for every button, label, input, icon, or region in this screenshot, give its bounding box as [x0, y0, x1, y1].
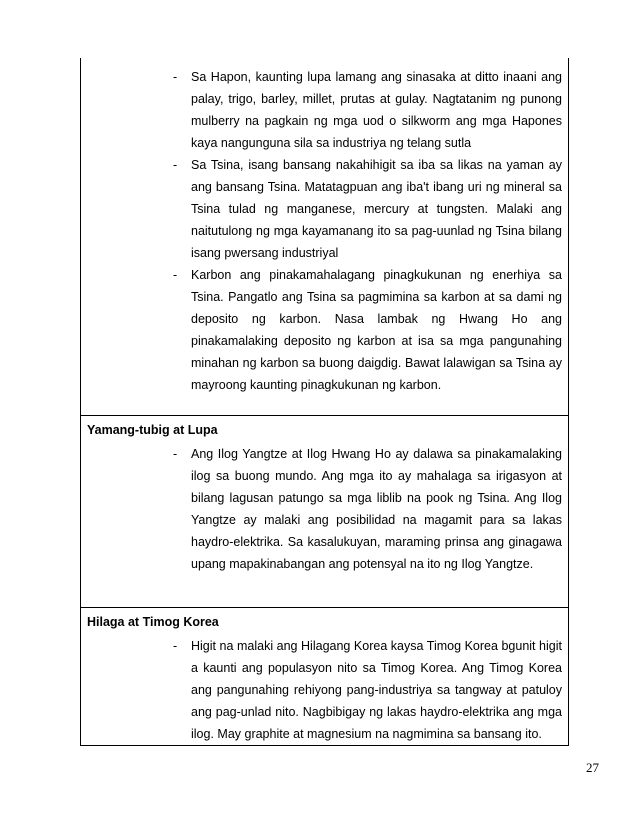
bullet-marker: -	[173, 268, 178, 282]
list-item	[81, 66, 568, 154]
section-hilaga-timog-korea	[81, 607, 568, 746]
list-item	[81, 264, 568, 392]
list-item	[81, 443, 568, 583]
list-item	[81, 154, 568, 264]
content-table	[80, 58, 569, 746]
bullet-marker: -	[173, 447, 178, 461]
bullet-text: Karbon ang pinakamahalagang pinagkukunan ng enerhiya sa Tsina. Pangatlo ang Tsina sa pagmimina sa karbon at sa dami ng deposito ng karbon. Nasa lambak ng Hwang Ho ang pinakamalaking deposito ng karbon at isa sa mga pangunahing minahan ng karbon sa buong daigdig. Bawat lalawigan sa Tsina ay mayroong kaunting pinagkukunan ng karbon.	[191, 268, 562, 392]
section-natural-resources-continued	[81, 58, 568, 392]
section-heading: Yamang-tubig at Lupa	[87, 423, 218, 437]
page-number: 27	[586, 760, 599, 775]
list-item	[81, 635, 568, 745]
bullet-text: Sa Tsina, isang bansang nakahihigit sa iba sa likas na yaman ay ang bansang Tsina. Matatagpuan ang iba't ibang uri ng mineral sa Tsina tulad ng manganese, mercury at tungsten. Malaki ang naitutulong ng mga kayamanang ito sa pag-uunlad ng Tsina bilang isang pwersang industriyal	[191, 158, 562, 260]
bullet-marker: -	[173, 70, 178, 84]
bullet-text: Higit na malaki ang Hilagang Korea kaysa Timog Korea bgunit higit a kaunti ang populasyon nito sa Timog Korea. Ang Timog Korea ang pangunahing rehiyong pang-industriya sa tangway at patuloy ang pag-unlad nito. Nagbibigay ng lakas haydro-elektrika ang mga ilog. May graphite at magnesium na nagmimina sa bansang ito.	[191, 639, 562, 741]
bullet-marker: -	[173, 639, 178, 653]
section-heading: Hilaga at Timog Korea	[87, 615, 219, 629]
bullet-marker: -	[173, 158, 178, 172]
bullet-text: Ang Ilog Yangtze at Ilog Hwang Ho ay dalawa sa pinakamalaking ilog sa buong mundo. Ang mga ito ay mahalaga sa irigasyon at bilang lagusan patungo sa mga liblib na pook ng Tsina. Ang Ilog Yangtze ay malaki ang posibilidad na magamit para sa lakas haydro-elektrika. Sa kasalukuyan, maraming prinsa ang ginagawa upang mapakinabangan ang potensyal na ito ng Ilog Yangtze.	[191, 447, 562, 571]
bullet-text: Sa Hapon, kaunting lupa lamang ang sinasaka at ditto inaani ang palay, trigo, barley, millet, prutas at gulay. Nagtatanim ng punong mulberry na pagkain ng mga uod o silkworm ang mga Hapones kaya nangunguna sila sa industriya ng telang sutla	[191, 70, 562, 150]
